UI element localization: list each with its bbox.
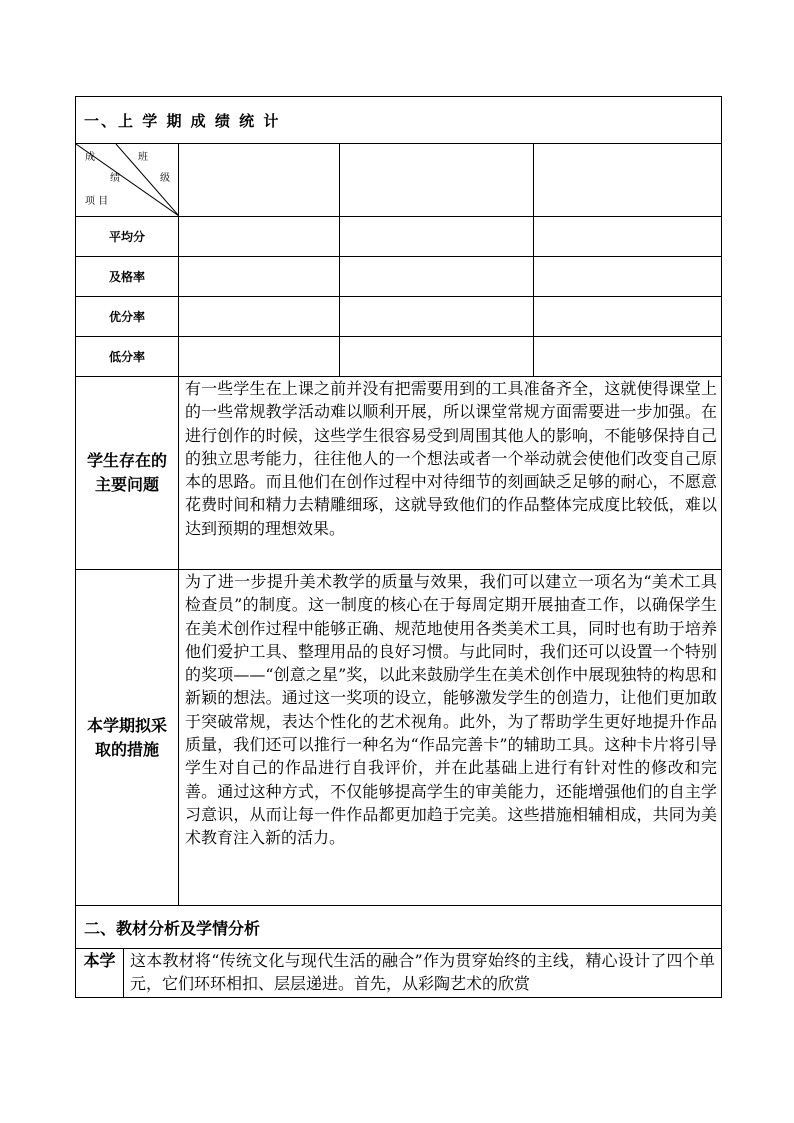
class-col-3 — [534, 144, 722, 217]
problems-label: 学生存在的主要问题 — [76, 377, 179, 570]
diag-label-bottom: 项 目 — [85, 196, 109, 207]
diag-label-top-right: 班 — [138, 152, 148, 163]
stat-cell — [179, 297, 340, 337]
stat-cell — [534, 337, 722, 377]
diag-label-mid-right: 级 — [160, 173, 170, 184]
stat-cell — [340, 217, 534, 257]
measures-label: 本学期拟采取的措施 — [76, 570, 179, 906]
diag-label-top-left: 成 — [85, 152, 95, 163]
teaching-plan-table — [75, 96, 721, 998]
stat-cell — [179, 217, 340, 257]
section1-title: 一、上 学 期 成 绩 统 计 — [84, 111, 281, 130]
section1-heading — [76, 97, 722, 144]
stat-row — [76, 337, 722, 377]
stat-cell — [179, 257, 340, 297]
problems-text: 有一些学生在上课之前并没有把需要用到的工具准备齐全，这就使得课堂上的一些常规教学活动难以顺利开展，所以课堂常规方面需要进一步加强。在进行创作的时候，这些学生很容易受到周围其他人的影响，不能够保持自己的独立思考能力，往往他人的一个想法或者一个举动就会使他们改变自己原本的思路。而且他们在创作过程中对待细节的刻画缺乏足够的耐心，不愿意花费时间和精力去精雕细琢，这就导致他们的作品整体完成度比较低，难以达到预期的理想效果。 — [179, 377, 722, 570]
stat-cell — [534, 257, 722, 297]
section2-heading: 二、教材分析及学情分析 — [76, 906, 722, 949]
stat-row — [76, 297, 722, 337]
stat-cell — [340, 257, 534, 297]
stat-row — [76, 217, 722, 257]
class-col-2 — [340, 144, 534, 217]
section2-text: 这本教材将“传统文化与现代生活的融合”作为贯穿始终的主线，精心设计了四个单元，它们环环相扣、层层递进。首先，从彩陶艺术的欣赏 — [124, 949, 722, 998]
diagonal-header-cell — [76, 144, 179, 217]
stat-cell — [534, 217, 722, 257]
diag-label-mid-left: 绩 — [110, 173, 120, 184]
stat-row-label: 平均分 — [76, 217, 179, 257]
section2-side-label: 本学 — [76, 949, 124, 998]
stat-row — [76, 257, 722, 297]
stat-cell — [179, 337, 340, 377]
stat-row-label: 及格率 — [76, 257, 179, 297]
measures-text: 为了进一步提升美术教学的质量与效果，我们可以建立一项名为“美术工具检查员”的制度。这一制度的核心在于每周定期开展抽查工作，以确保学生在美术创作过程中能够正确、规范地使用各类美术工具，同时也有助于培养他们爱护工具、整理用品的良好习惯。与此同时，我们还可以设置一个特别的奖项——“创意之星”奖，以此来鼓励学生在美术创作中展现独特的构思和新颖的想法。通过这一奖项的设立，能够激发学生的创造力，让他们更加敢于突破常规，表达个性化的艺术视角。此外，为了帮助学生更好地提升作品质量，我们还可以推行一种名为“作品完善卡”的辅助工具。这种卡片将引导学生对自己的作品进行自我评价，并在此基础上进行有针对性的修改和完善。通过这种方式，不仅能够提高学生的审美能力，还能增强他们的自主学习意识，从而让每一件作品都更加趋于完美。这些措施相辅相成，共同为美术教育注入新的活力。 — [179, 570, 722, 906]
stat-cell — [340, 297, 534, 337]
stat-cell — [534, 297, 722, 337]
class-col-1 — [179, 144, 340, 217]
stat-cell — [340, 337, 534, 377]
stat-row-label: 优分率 — [76, 297, 179, 337]
stat-row-label: 低分率 — [76, 337, 179, 377]
